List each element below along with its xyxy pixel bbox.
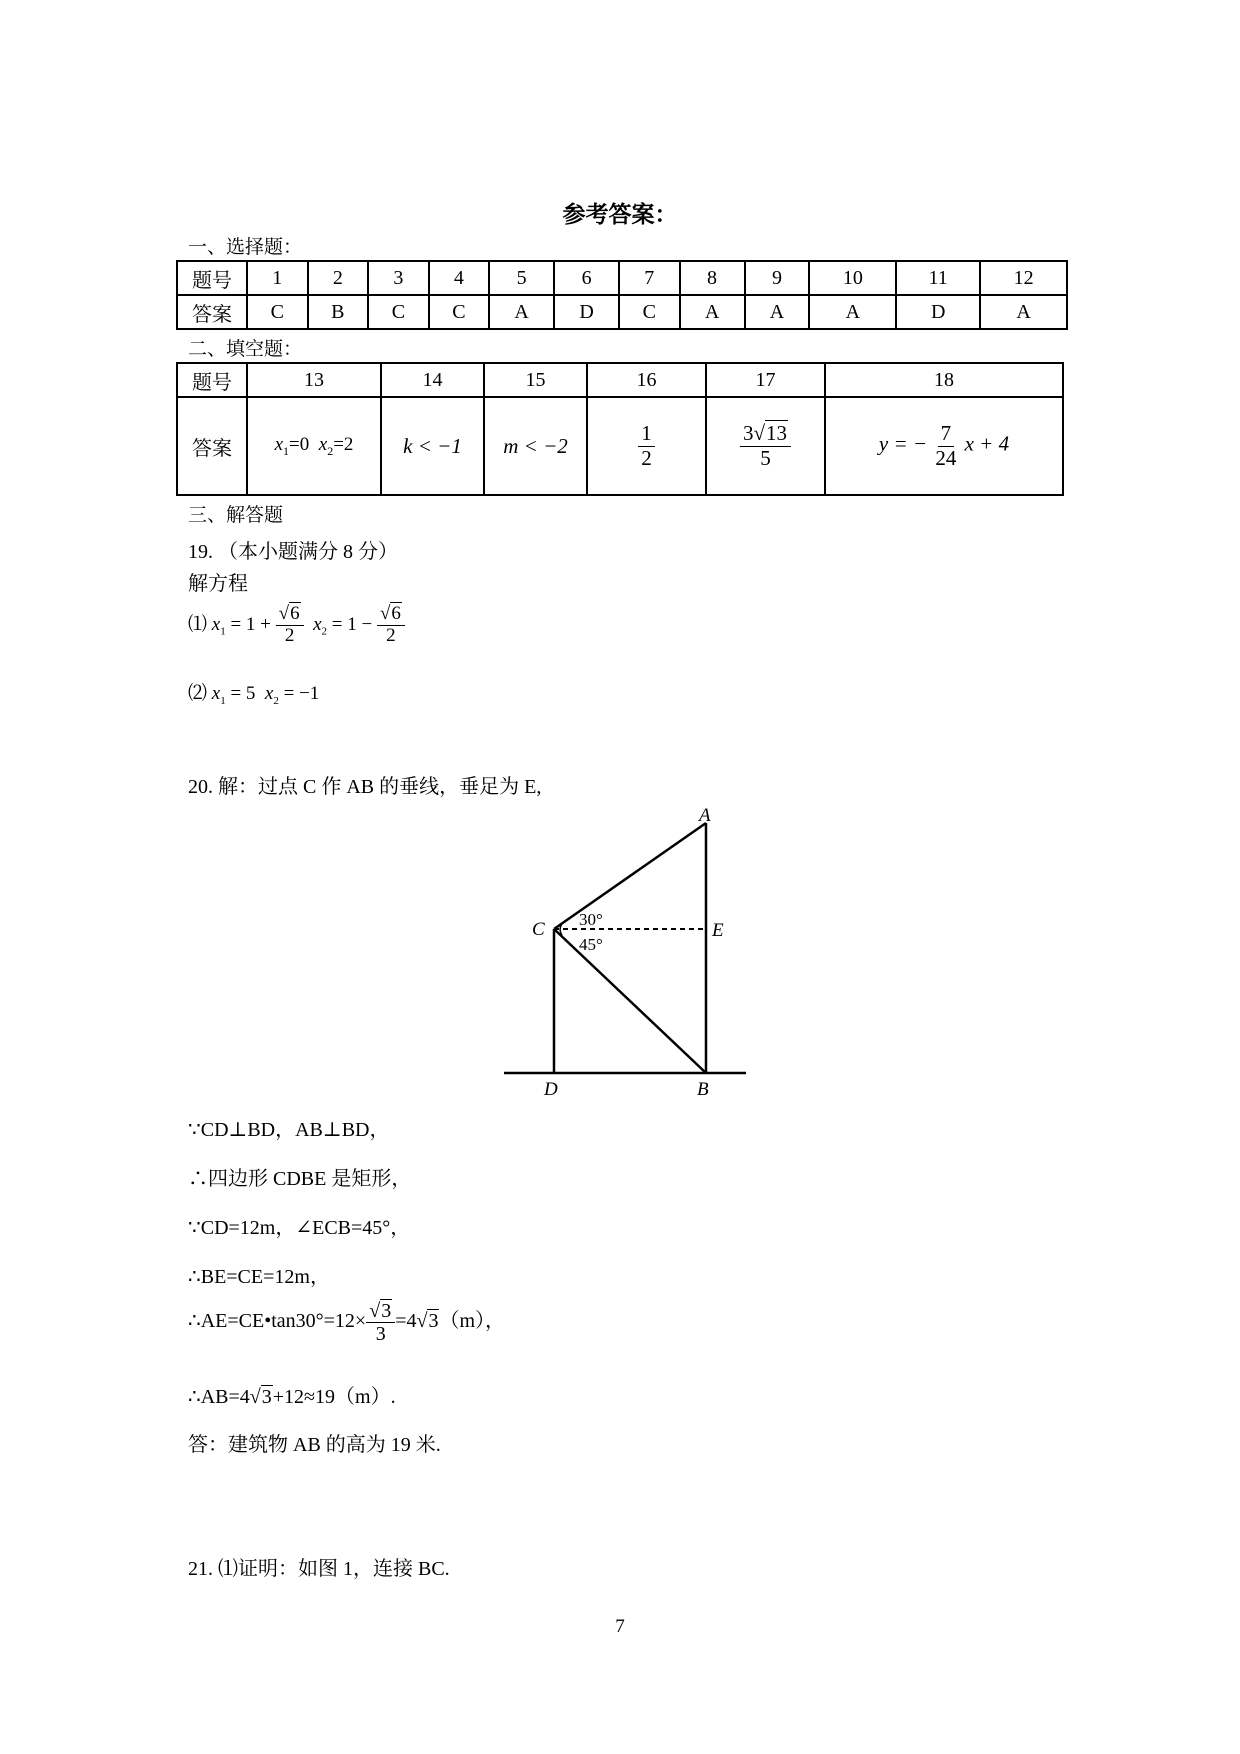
q20-line-4: ∴BE=CE=12m， xyxy=(188,1266,330,1288)
fill-in-table xyxy=(176,362,1064,496)
answer-15: m < −2 xyxy=(484,397,587,495)
fraction xyxy=(638,422,655,469)
answer-cell: A xyxy=(980,295,1067,329)
q19-part1 xyxy=(188,604,405,647)
var: x xyxy=(274,433,284,455)
radicand: 3 xyxy=(428,1310,439,1333)
answer-cell: A xyxy=(745,295,810,329)
page-title: 参考答案： xyxy=(562,201,678,228)
label-c: C xyxy=(532,919,545,940)
question-number: 13 xyxy=(247,363,381,397)
expr: = 1 − xyxy=(331,613,377,635)
q20-line-3: ∵CD=12m，∠ECB=45°， xyxy=(188,1217,411,1239)
radicand: 6 xyxy=(391,603,401,624)
answer-16 xyxy=(587,397,706,495)
question-number: 11 xyxy=(896,261,980,295)
table-row xyxy=(177,295,1067,329)
var: x xyxy=(313,613,322,635)
answer-cell: A xyxy=(489,295,554,329)
expr: （m）， xyxy=(439,1310,506,1333)
numerator: 1 xyxy=(638,422,655,446)
answer-18 xyxy=(825,397,1063,495)
fraction xyxy=(377,604,405,647)
q20-line-6: ∴AB=4√3+12≈19（m）. xyxy=(188,1386,396,1408)
row-label: 答案 xyxy=(177,295,247,329)
q20-line-5: ∴AE=CE•tan30°=12× $\frac{√3}{3}$ =4√3（m）， xyxy=(188,1300,506,1345)
answer-17 xyxy=(706,397,825,495)
angle-arc xyxy=(560,924,562,935)
value: =0 xyxy=(289,433,310,455)
subscript: 1 xyxy=(220,694,226,707)
radicand: 3 xyxy=(261,1386,272,1408)
label-d: D xyxy=(544,1079,558,1100)
coefficient: 3 xyxy=(742,421,754,446)
numerator: √3 xyxy=(366,1300,395,1323)
lhs: y = − xyxy=(878,431,928,456)
numerator: √6 xyxy=(276,604,304,626)
radicand: 13 xyxy=(766,421,788,446)
q19-task: 解方程 xyxy=(188,573,248,595)
question-number: 10 xyxy=(809,261,896,295)
question-number: 7 xyxy=(619,261,680,295)
var: x xyxy=(318,433,328,455)
subscript: 2 xyxy=(321,625,328,638)
expr: ∴AE=CE•tan30°=12× xyxy=(188,1310,367,1333)
row-label: 答案 xyxy=(177,397,247,495)
denominator: 5 xyxy=(760,445,771,470)
row-label: 题号 xyxy=(177,363,247,397)
q20-answer: 答：建筑物 AB 的高为 19 米. xyxy=(188,1434,441,1456)
q20-intro: 20. 解：过点 C 作 AB 的垂线，垂足为 E, xyxy=(188,776,542,798)
answer-cell: C xyxy=(247,295,308,329)
q20-line-2: ∴四边形 CDBE 是矩形， xyxy=(188,1168,412,1190)
q21-intro: 21. ⑴证明：如图 1，连接 BC. xyxy=(188,1558,450,1580)
row-label: 题号 xyxy=(177,261,247,295)
angle-30-label: 30° xyxy=(579,910,603,929)
answer-13 xyxy=(247,397,381,495)
question-number: 18 xyxy=(825,363,1063,397)
table-row xyxy=(177,363,1063,397)
fraction xyxy=(366,1300,395,1345)
expr: = −1 xyxy=(283,683,320,704)
var: x xyxy=(264,683,274,704)
answer-cell: D xyxy=(896,295,980,329)
answer-cell: B xyxy=(308,295,369,329)
answer-cell: C xyxy=(619,295,680,329)
geometry-figure xyxy=(500,805,750,1105)
answer-cell: D xyxy=(554,295,619,329)
subscript: 1 xyxy=(220,625,226,638)
question-number: 6 xyxy=(554,261,619,295)
radicand: 6 xyxy=(290,603,300,624)
answer-cell: C xyxy=(429,295,490,329)
var: x xyxy=(211,683,221,704)
denominator: 3 xyxy=(375,1323,386,1345)
expr: +12≈19（m）. xyxy=(272,1386,396,1408)
subscript: 2 xyxy=(273,694,279,707)
question-number: 8 xyxy=(680,261,745,295)
question-number: 17 xyxy=(706,363,825,397)
part-label: ⑴ xyxy=(188,613,208,635)
fraction xyxy=(276,604,304,647)
denominator: 2 xyxy=(386,624,396,646)
section-multiple-choice: 一、选择题： xyxy=(188,236,303,258)
page-number: 7 xyxy=(615,1616,625,1637)
denominator: 2 xyxy=(641,445,652,470)
question-number: 9 xyxy=(745,261,810,295)
fraction xyxy=(932,422,959,469)
numerator: √6 xyxy=(377,604,405,626)
denominator: 24 xyxy=(935,445,957,470)
question-number: 3 xyxy=(368,261,429,295)
section-fill-in: 二、填空题： xyxy=(188,338,303,360)
q20-line-1: ∵CD⊥BD，AB⊥BD， xyxy=(188,1119,390,1141)
subscript: 2 xyxy=(327,443,334,458)
segment-cb xyxy=(554,929,706,1073)
denominator: 2 xyxy=(284,624,295,646)
label-b: B xyxy=(697,1079,709,1100)
answer-cell: A xyxy=(809,295,896,329)
expr: =4 xyxy=(395,1310,417,1333)
question-number: 5 xyxy=(489,261,554,295)
var: x xyxy=(211,613,221,635)
question-number: 2 xyxy=(308,261,369,295)
question-number: 16 xyxy=(587,363,706,397)
table-row xyxy=(177,397,1063,495)
table-row xyxy=(177,261,1067,295)
fraction xyxy=(740,422,791,469)
question-number: 15 xyxy=(484,363,587,397)
part-label: ⑵ xyxy=(188,683,208,704)
answer-cell: C xyxy=(368,295,429,329)
question-number: 4 xyxy=(429,261,490,295)
subscript: 1 xyxy=(283,443,290,458)
multiple-choice-table xyxy=(176,260,1068,330)
expr: = 1 + xyxy=(230,613,276,635)
expr: ∴AB=4 xyxy=(188,1386,250,1408)
question-number: 12 xyxy=(980,261,1067,295)
answer-cell: A xyxy=(680,295,745,329)
rhs: x + 4 xyxy=(964,431,1010,456)
numerator: 3√13 xyxy=(740,422,791,446)
expr: = 5 xyxy=(230,683,256,704)
question-number: 1 xyxy=(247,261,308,295)
question-number: 14 xyxy=(381,363,484,397)
numerator: 7 xyxy=(938,422,955,446)
angle-45-label: 45° xyxy=(579,935,603,954)
value: =2 xyxy=(333,433,354,455)
answer-14: k < −1 xyxy=(381,397,484,495)
radicand: 3 xyxy=(381,1300,392,1322)
section-solutions: 三、解答题 xyxy=(188,504,284,526)
segment-ca xyxy=(554,823,706,929)
label-e: E xyxy=(712,920,724,941)
q19-header: 19. （本小题满分 8 分） xyxy=(188,541,398,563)
label-a: A xyxy=(699,805,711,826)
q19-part2 xyxy=(188,678,319,707)
